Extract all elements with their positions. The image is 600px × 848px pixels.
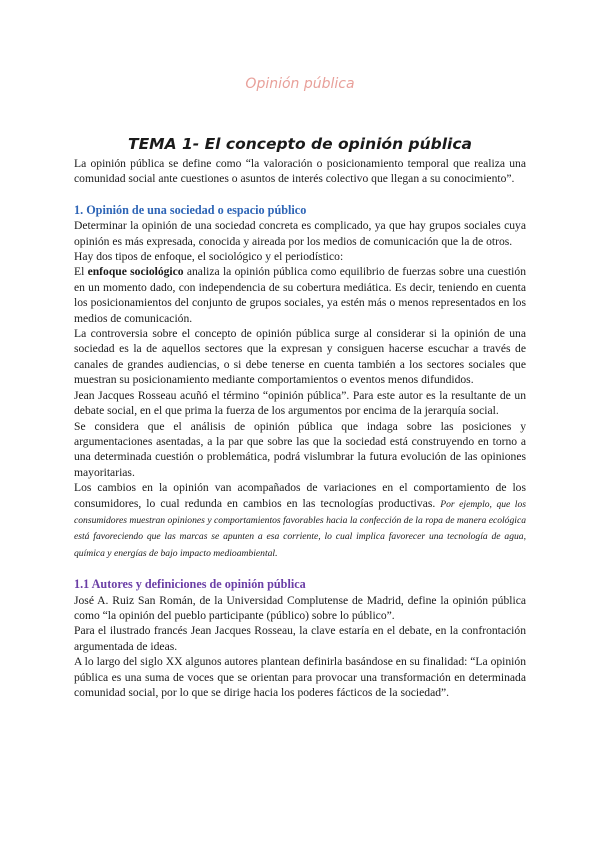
section1-paragraph-5: Jean Jacques Rosseau acuñó el término “opinión pública”. Para este autor es la resultante de un debate social, en el que prima la fuerza de los argumentos por encima de la jerarquía social. [74, 388, 526, 418]
tema-title: TEMA 1- El concepto de opinión pública [128, 135, 472, 153]
section11-paragraph-3: A lo largo del siglo XX algunos autores plantean definirla basándose en su finalidad: “La opinión pública es una suma de voces que se orientan para provocar una transformación en determinada comunidad social, por lo que se dirige hacia los poderes fácticos de la sociedad”. [74, 655, 526, 699]
document-body [74, 134, 526, 700]
section-heading-1-1: 1.1 Autores y definiciones de opinión pública [74, 577, 306, 592]
section11-paragraph-2: Para el ilustrado francés Jean Jacques Rosseau, la clave estaría en el debate, en la confrontación argumentada de ideas. [74, 624, 526, 653]
section1-paragraph-4: La controversia sobre el concepto de opinión pública surge al considerar si la opinión de una sociedad es la de aquellos sectores que la expresan y consiguen hacerse escuchar a través de canales de grandes audiencias, o si debe tenerse en cuenta también a los sectores sociales que muestran su posicionamiento mediante comportamientos o eventos menos difundidos. [74, 327, 526, 387]
section1-paragraph-7 [74, 480, 526, 561]
p3-prefix: El [74, 265, 88, 279]
spacer [74, 187, 526, 203]
section11-paragraph-1: José A. Ruiz San Román, de la Universidad Complutense de Madrid, define la opinión pública como “la opinión del pueblo participante (público) sobre lo público”. [74, 593, 526, 622]
section1-paragraph-2: Hay dos tipos de enfoque, el sociológico y el periodístico: [74, 250, 344, 264]
section-heading-1: 1. Opinión de una sociedad o espacio público [74, 202, 307, 217]
document-header-title: Opinión pública [245, 76, 355, 92]
intro-paragraph: La opinión pública se define como “la valoración o posicionamiento temporal que realiza una comunidad social ante cuestiones o asuntos de interés colectivo que llegan a su conocimiento”. [74, 157, 526, 186]
p3-rest: analiza la opinión pública como equilibrio de fuerzas sobre una cuestión en un momento dado, con independencia de su cobertura mediática. Es decir, teniendo en cuenta los posicionamientos del conjunto de grupos sociales, ya estén más o menos representados en los medios de comunicación. [74, 265, 526, 325]
section1-paragraph-1: Determinar la opinión de una sociedad concreta es complicado, ya que hay grupos sociales cuya opinión es más expresada, conocida y aireada por los medios de comunicación que la de otros. [74, 219, 526, 248]
p7-main: Los cambios en la opinión van acompañados de variaciones en el comportamiento de los consumidores, lo cual redunda en cambios en las tecnologías productivas. [74, 481, 526, 510]
spacer [74, 561, 526, 577]
enfoque-sociologico-bold: enfoque sociológico [87, 265, 184, 279]
section1-paragraph-3 [74, 264, 526, 326]
section1-paragraph-6: Se considera que el análisis de opinión pública que indaga sobre las posiciones y argumentaciones asentadas, a la par que sobre las que la sociedad está construyendo en torno a una determinada cuestión o problemática, podrá vislumbrar la futura evolución de las opiniones mayoritarias. [74, 419, 526, 479]
p7-example: Por ejemplo, que los consumidores muestran opiniones y comportamientos favorables hacia la confección de la ropa de manera ecológica está favoreciendo que las marcas se apunten a esa corriente, lo cual implica favorecer una tecnología de agua, química y energías de bajo impacto medioambiental. [74, 498, 527, 559]
